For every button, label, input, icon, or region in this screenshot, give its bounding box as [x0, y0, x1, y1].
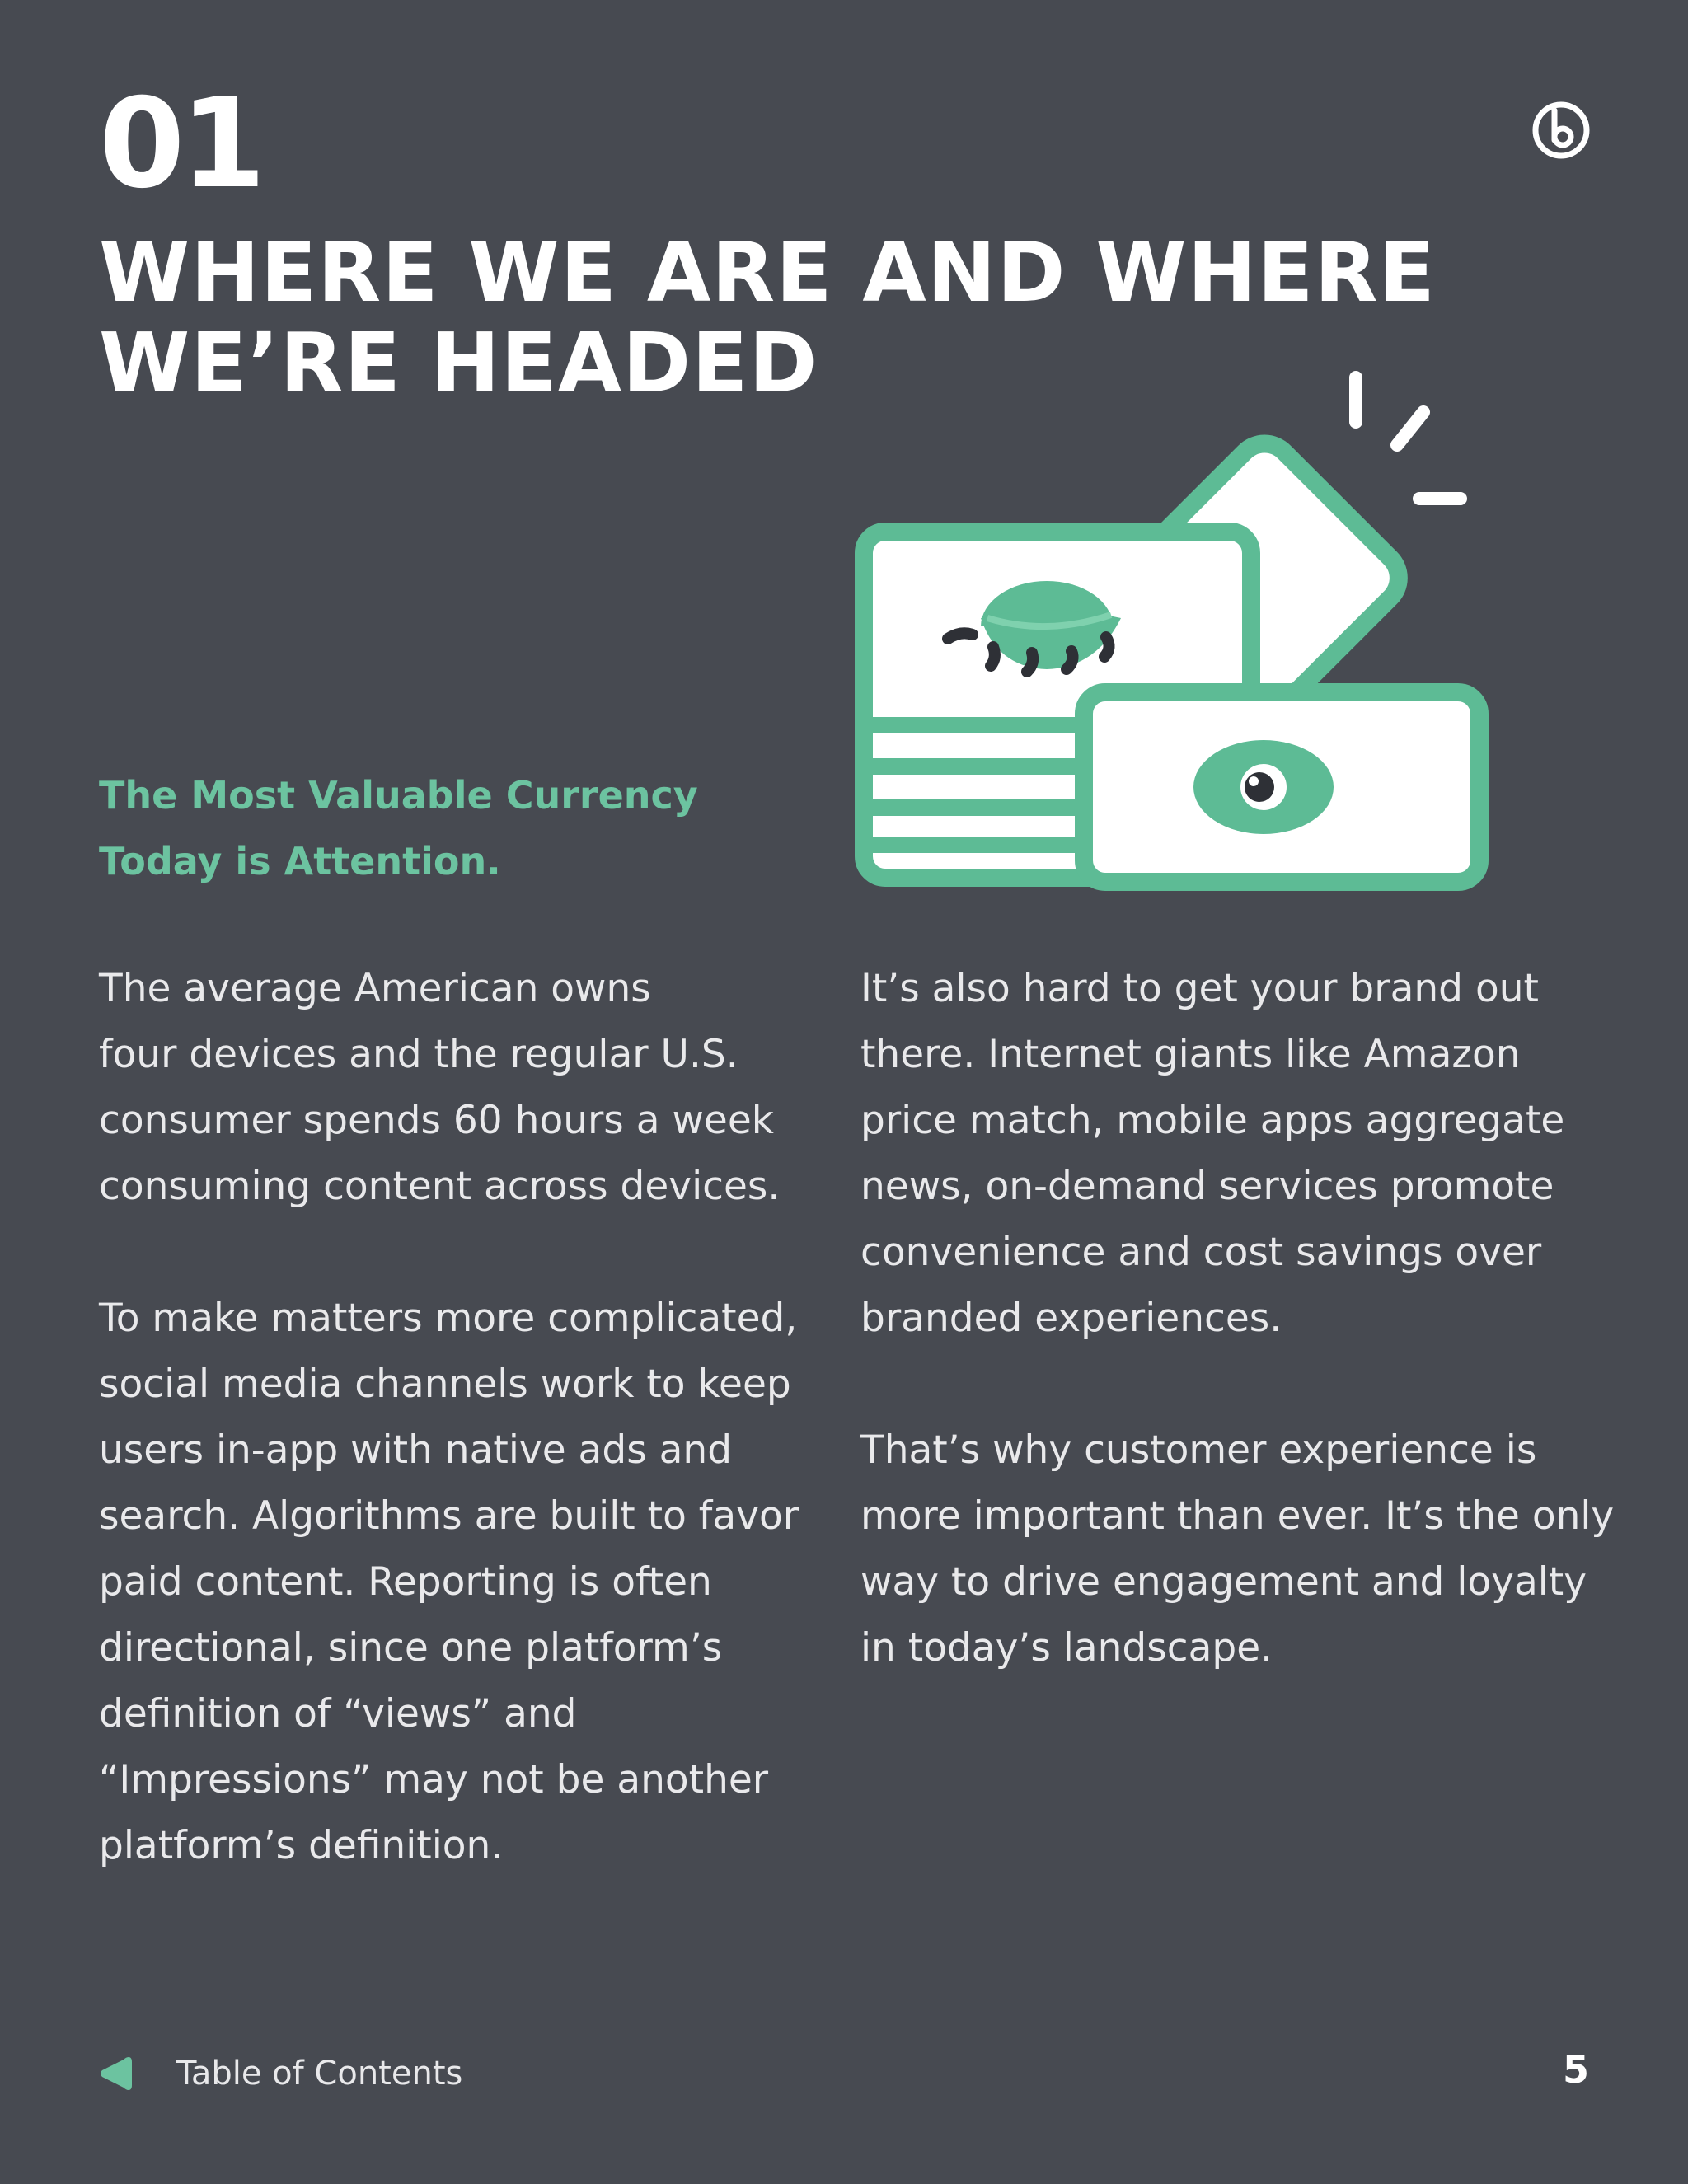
text-line: convenience and cost savings over [860, 1230, 1542, 1275]
text-line: The average American owns [99, 966, 651, 1011]
text-line: consuming content across devices. [99, 1164, 781, 1209]
text-line: four devices and the regular U.S. [99, 1032, 738, 1077]
text-line: more important than ever. It’s the only [860, 1493, 1615, 1539]
text-line: It’s also hard to get your brand out [860, 966, 1539, 1011]
paragraph [99, 1286, 808, 1879]
right-column [860, 956, 1615, 1747]
text-line: definition of “views” and [99, 1691, 577, 1736]
bitly-logo-icon[interactable] [1530, 99, 1592, 162]
text-line: way to drive engagement and loyalty [860, 1559, 1587, 1605]
text-line: in today’s landscape. [860, 1625, 1273, 1671]
text-line: To make matters more complicated, [99, 1296, 798, 1341]
paragraph [99, 956, 808, 1220]
text-line: users in-app with native ads and [99, 1427, 733, 1473]
subtitle-line: Today is Attention. [99, 839, 501, 883]
text-line: “Impressions” may not be another [99, 1757, 769, 1802]
page-number: 5 [1562, 2047, 1589, 2092]
left-column [99, 956, 808, 1945]
text-line: news, on-demand services promote [860, 1164, 1554, 1209]
paragraph [860, 1418, 1615, 1681]
page-title-line: WHERE WE ARE AND WHERE [99, 224, 1436, 321]
text-line: paid content. Reporting is often [99, 1559, 712, 1605]
page-title-line: WE’RE HEADED [99, 315, 818, 411]
text-line: directional, since one platform’s [99, 1625, 723, 1671]
section-subtitle [99, 762, 841, 894]
chapter-number: 01 [99, 73, 261, 216]
back-arrow-icon[interactable] [99, 2054, 132, 2093]
paragraph [860, 956, 1569, 1352]
text-line: platform’s definition. [99, 1823, 504, 1868]
text-line: social media channels work to keep [99, 1361, 791, 1407]
text-line: price match, mobile apps aggregate [860, 1098, 1565, 1143]
text-line: That’s why customer experience is [860, 1427, 1537, 1473]
table-of-contents-label[interactable]: Table of Contents [176, 2055, 463, 2093]
text-line: search. Algorithms are built to favor [99, 1493, 799, 1539]
subtitle-line: The Most Valuable Currency [99, 773, 698, 818]
text-line: consumer spends 60 hours a week [99, 1098, 774, 1143]
text-line: there. Internet giants like Amazon [860, 1032, 1521, 1077]
table-of-contents-link[interactable] [99, 2049, 462, 2098]
text-line: branded experiences. [860, 1296, 1282, 1341]
money-with-eye-icon [849, 354, 1492, 915]
